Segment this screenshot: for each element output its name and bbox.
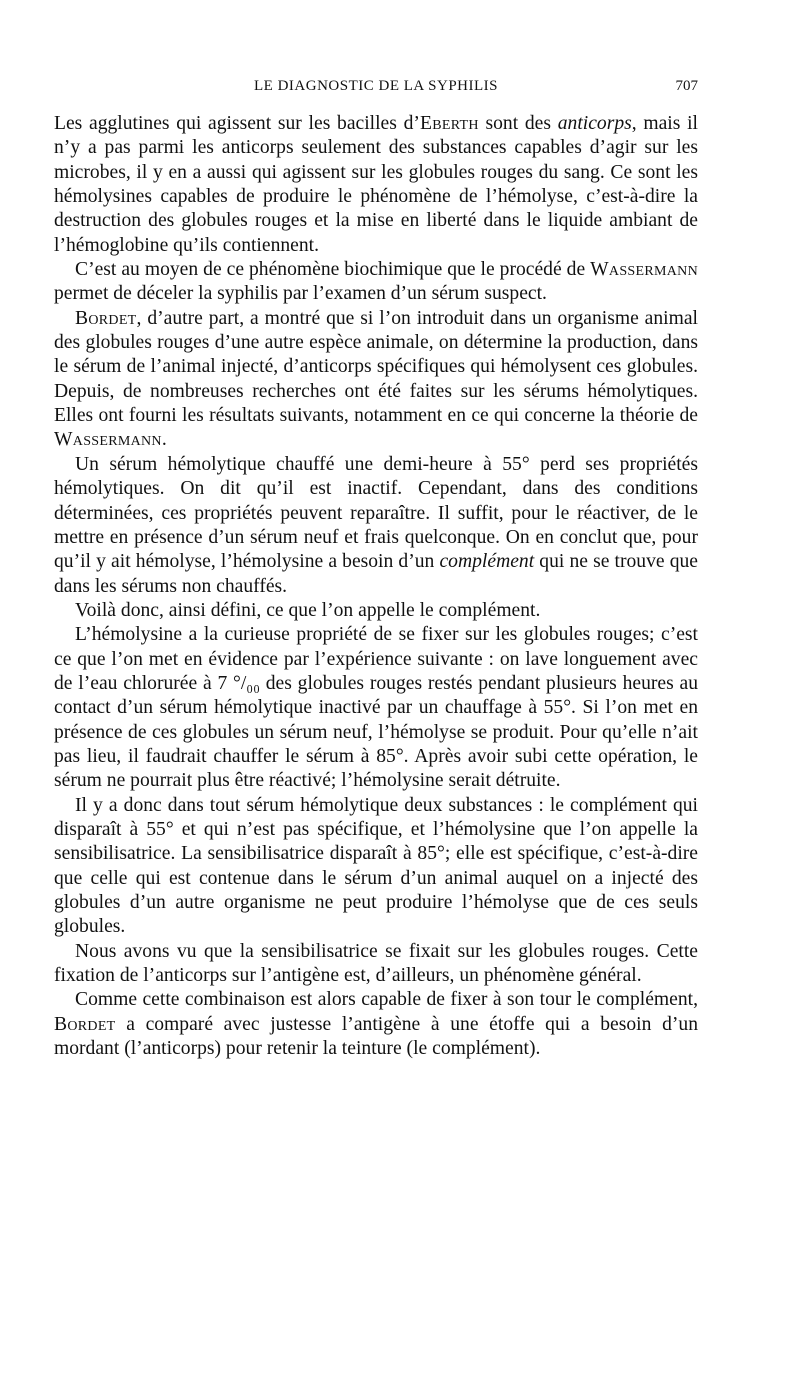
author-name: Bordet — [54, 1013, 116, 1035]
paragraph — [54, 112, 698, 258]
text-run: Nous avons vu que la sensibilisatrice se fixait sur les globules rouges. Cette fixation de l’anticorps sur l’antigène est, d’ailleurs, un phénomène général. — [54, 940, 698, 987]
paragraph — [54, 599, 698, 623]
author-name: Bordet — [75, 307, 137, 329]
text-run: sont des — [478, 113, 558, 134]
author-name: Wassermann — [590, 259, 698, 281]
author-name: Wassermann — [54, 429, 162, 451]
running-head — [54, 78, 698, 102]
emphasis-text: anticorps — [557, 113, 632, 134]
paragraph — [54, 307, 698, 453]
emphasis-text: complément — [439, 551, 535, 573]
page-number: 707 — [675, 78, 698, 94]
text-run: C’est au moyen de ce phénomène biochimique que le procédé de — [75, 259, 591, 281]
text-run: Il y a donc dans tout sérum hémolytique deux substances : le complément qui disparaît à 55° et qui n’est pas spécifique, et l’hémolysine que l’on appelle la sensibilisatrice. La sensibilisatrice disparaît à 85°; elle est spécifique, c’est-à-dire que celle qui est contenue dans le sérum d’un animal auquel on a injecté des globules d’un autre organisme ne peut produire l’hémolyse que de ces seuls globules. — [54, 794, 698, 938]
running-title: LE DIAGNOSTIC DE LA SYPHILIS — [254, 78, 498, 94]
paragraph — [54, 258, 698, 307]
text-run: L’hémolysine a la curieuse propriété de se fixer sur les globules rouges; c’est ce que l’on met en évidence par l’expérience suivante : on lave longuement avec de l’eau chlorurée à 7 °/₀₀ des globules rouges restés pendant plusieurs heures au contact d’un sérum hémolytique inactivé par un chauffage à 55°. Si l’on met en présence de ces globules un sérum neuf, l’hémolyse se produit. Pour qu’elle n’ait pas lieu, il faudrait chauffer le sérum à 85°. Après avoir subi cette opération, le sérum ne pourrait plus être réactivé; l’hémolysine serait détruite. — [54, 624, 698, 792]
text-run: Les agglutines qui agissent sur les bacilles d’ — [54, 113, 420, 134]
text-run: a comparé avec justesse l’antigène à une étoffe qui a besoin d’un mordant (l’anticorps) pour retenir la teinture (le complément). — [54, 1013, 698, 1060]
paragraph — [54, 988, 698, 1061]
text-run: , mais il n’y a pas parmi les anticorps seulement des substances capables d’agir sur les microbes, il y en a aussi qui agissent sur les globules rouges du sang. Ce sont les hémolysines capables de produire le phénomène de l’hémolyse, c’est-à-dire la destruction des globules rouges et la mise en liberté dans le liquide ambiant de l’hémoglobine qu’ils contiennent. — [54, 113, 698, 256]
text-run: Comme cette combinaison est alors capable de fixer à son tour le complément, — [75, 989, 698, 1011]
paragraph — [54, 940, 698, 989]
author-name: Eberth — [419, 113, 479, 134]
body-text — [54, 112, 698, 1061]
paragraph — [54, 623, 698, 793]
paragraph — [54, 794, 698, 940]
text-run: qui ne se trouve que dans les sérums non chauffés. — [54, 551, 698, 597]
text-run: . — [161, 429, 167, 451]
text-run: Un sérum hémolytique chauffé une demi-heure à 55° perd ses propriétés hémolytiques. On dit qu’il est inactif. Cependant, dans des conditions déterminées, ces propriétés peuvent reparaître. Il suffit, pour le réactiver, de le mettre en présence d’un sérum neuf et frais quelconque. On en conclut que, pour qu’il y ait hémolyse, l’hémolysine a besoin d’un — [54, 453, 698, 573]
text-run: Voilà donc, ainsi défini, ce que l’on appelle le complément. — [75, 599, 541, 621]
paragraph — [54, 453, 698, 599]
text-run: permet de déceler la syphilis par l’examen d’un sérum suspect. — [54, 283, 547, 305]
text-run: , d’autre part, a montré que si l’on introduit dans un organisme animal des globules rouges d’une autre espèce animale, on détermine la production, dans le sérum de l’animal injecté, d’anticorps spécifiques qui hémolysent ces globules. Depuis, de nombreuses recherches ont été faites sur les sérums hémolytiques. Elles ont fourni les résultats suivants, notamment en ce qui concerne la théorie de — [54, 307, 698, 427]
